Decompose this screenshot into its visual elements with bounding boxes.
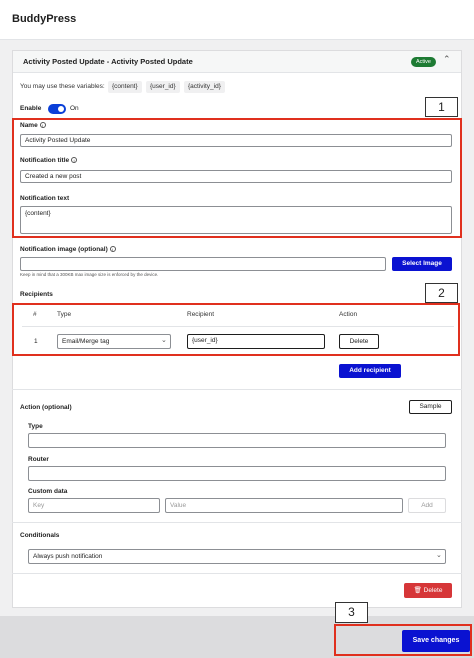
trash-icon: 🗑 <box>413 587 422 594</box>
status-badge: Active <box>411 57 436 67</box>
top-bar <box>0 0 474 40</box>
app-title: BuddyPress <box>12 13 77 25</box>
delete-recipient-button[interactable]: Delete <box>339 334 379 349</box>
recipients-col-action: Action <box>339 311 358 318</box>
recipients-title: Recipients <box>20 291 53 298</box>
notification-text-input[interactable]: {content} <box>20 206 452 234</box>
section-divider <box>12 389 462 390</box>
sample-button[interactable]: Sample <box>409 400 452 414</box>
save-changes-button[interactable]: Save changes <box>402 630 470 652</box>
annotation-label-3: 3 <box>335 602 368 623</box>
panel-title: Activity Posted Update - Activity Posted Update <box>23 57 193 66</box>
notification-text-label: Notification text <box>20 195 70 202</box>
name-input[interactable]: Activity Posted Update <box>20 134 452 147</box>
info-icon: i <box>110 246 116 252</box>
action-title: Action (optional) <box>20 404 72 411</box>
variable-chip: {content} <box>108 81 142 93</box>
custom-data-label: Custom data <box>28 488 68 495</box>
annotation-label-1: 1 <box>425 97 458 117</box>
annotation-box-3 <box>334 624 472 656</box>
annotation-label-2: 2 <box>425 283 458 303</box>
action-type-label: Type <box>28 423 43 430</box>
add-custom-data-button[interactable]: Add <box>408 498 446 513</box>
image-size-hint: Keep in mind that a 300KB max image size is enforced by the device. <box>20 272 159 277</box>
info-icon: i <box>40 122 46 128</box>
chevron-down-icon: ⌄ <box>161 337 167 344</box>
enable-toggle[interactable] <box>48 104 66 114</box>
recipients-col-type: Type <box>57 311 72 318</box>
section-divider <box>12 573 462 574</box>
recipients-col-recipient: Recipient <box>187 311 215 318</box>
chevron-down-icon: ⌄ <box>436 552 442 559</box>
recipient-index: 1 <box>34 338 38 345</box>
image-url-input[interactable] <box>20 257 386 271</box>
router-input[interactable] <box>28 466 446 481</box>
conditionals-select[interactable]: Always push notification <box>28 549 446 564</box>
annotation-box-2 <box>12 303 460 356</box>
variable-chip: {user_id} <box>146 81 180 93</box>
annotation-box-1 <box>12 118 462 238</box>
name-label: Name i <box>20 122 46 129</box>
notification-title-label: Notification title i <box>20 157 77 164</box>
enable-state: On <box>70 105 79 112</box>
recipient-value-input[interactable]: {user_id} <box>187 334 325 349</box>
enable-label: Enable <box>20 105 42 112</box>
recipients-col-index: # <box>33 311 37 318</box>
variable-chip: {activity_id} <box>184 81 225 93</box>
custom-data-key-input[interactable]: Key <box>28 498 160 513</box>
notification-image-label: Notification image (optional) i <box>20 246 116 253</box>
custom-data-value-input[interactable]: Value <box>165 498 403 513</box>
recipient-type-select[interactable]: Email/Merge tag <box>57 334 171 349</box>
section-divider <box>12 522 462 523</box>
notification-title-input[interactable]: Created a new post <box>20 170 452 183</box>
chevron-up-icon[interactable]: ⌃ <box>443 54 451 64</box>
conditionals-title: Conditionals <box>20 532 60 539</box>
add-recipient-button[interactable]: Add recipient <box>339 364 401 378</box>
panel-header[interactable] <box>13 51 461 73</box>
action-type-input[interactable] <box>28 433 446 448</box>
delete-notification-button[interactable]: 🗑 Delete <box>404 583 452 598</box>
router-label: Router <box>28 456 49 463</box>
toggle-knob <box>58 106 64 112</box>
variables-intro: You may use these variables: <box>20 83 105 90</box>
info-icon: i <box>71 157 77 163</box>
select-image-button[interactable]: Select Image <box>392 257 452 271</box>
